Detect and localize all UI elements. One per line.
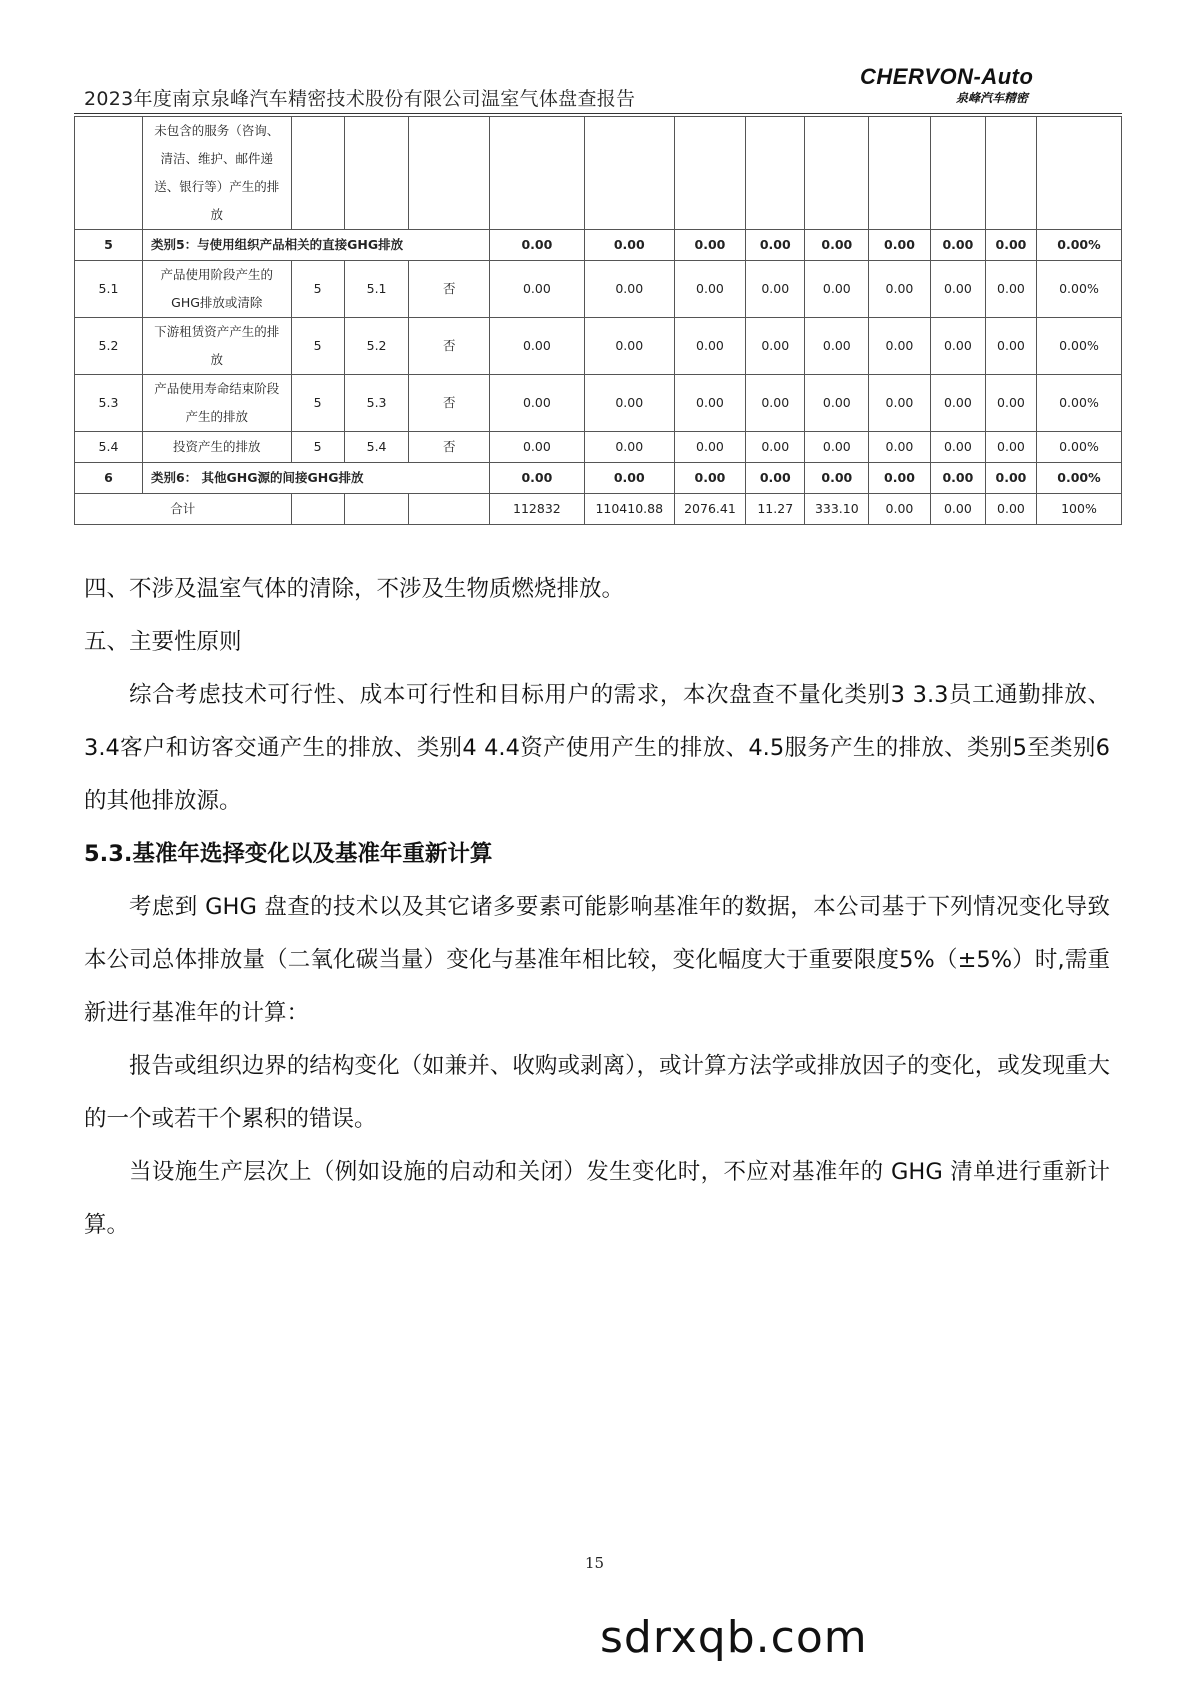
paragraph-structural-changes: 报告或组织边界的结构变化（如兼并、收购或剥离），或计算方法学或排放因子的变化，或发现重大的一个或若干个累积的错误。 xyxy=(84,1053,1110,1132)
table-cell-category: 5 xyxy=(291,318,344,375)
table-cell-category: 5 xyxy=(291,432,344,463)
table-cell-value xyxy=(805,117,869,230)
table-cell-subcategory: 5.2 xyxy=(344,318,409,375)
table-cell-value: 0.00 xyxy=(674,375,745,432)
table-cell-value: 0.00% xyxy=(1036,463,1121,494)
paragraph-materiality: 综合考虑技术可行性、成本可行性和目标用户的需求，本次盘查不量化类别3 3.3员工通勤排放、3.4客户和访客交通产生的排放、类别4 4.4资产使用产生的排放、4.5服务产生的排放、类别5至类别6的其他排放源。 xyxy=(84,682,1110,814)
paragraph-base-year-criteria: 考虑到 GHG 盘查的技术以及其它诸多要素可能影响基准年的数据，本公司基于下列情况变化导致本公司总体排放量（二氧化碳当量）变化与基准年相比较，变化幅度大于重要限度5%（±5%）时,需重新进行基准年的计算： xyxy=(84,894,1110,1026)
table-cell-value: 0.00 xyxy=(930,318,985,375)
table-cell-value: 0.00 xyxy=(746,318,805,375)
table-cell-category xyxy=(291,117,344,230)
table-cell-quantified: 否 xyxy=(409,261,490,318)
table-cell-value: 0.00 xyxy=(490,432,585,463)
table-cell-value: 0.00 xyxy=(869,375,931,432)
table-cell-value: 0.00 xyxy=(584,261,674,318)
table-cell-total-label: 合计 xyxy=(75,494,292,525)
table-cell-value: 0.00 xyxy=(930,432,985,463)
table-cell-value: 0.00 xyxy=(490,230,585,261)
table-cell-quantified xyxy=(409,117,490,230)
table-cell-value: 0.00 xyxy=(746,375,805,432)
table-cell-value: 0.00 xyxy=(985,494,1036,525)
table-cell-value: 0.00 xyxy=(584,318,674,375)
table-cell-value: 0.00 xyxy=(930,230,985,261)
table-cell-value: 0.00 xyxy=(584,463,674,494)
table-cell-id xyxy=(75,117,143,230)
table-cell-value xyxy=(930,117,985,230)
table-cell xyxy=(344,494,409,525)
table-cell-value: 112832 xyxy=(490,494,585,525)
table-cell-value: 0.00% xyxy=(1036,230,1121,261)
table-cell-value: 0.00% xyxy=(1036,318,1121,375)
table-cell-value: 0.00 xyxy=(930,375,985,432)
table-cell-value: 0.00 xyxy=(985,463,1036,494)
table-cell-category-name: 类别5：与使用组织产品相关的直接GHG排放 xyxy=(142,230,489,261)
table-cell-value: 0.00 xyxy=(674,230,745,261)
page-number: 15 xyxy=(585,1554,605,1572)
table-cell-value: 0.00 xyxy=(805,375,869,432)
table-cell-value: 0.00 xyxy=(746,463,805,494)
paragraph-no-removal: 四、不涉及温室气体的清除，不涉及生物质燃烧排放。 xyxy=(84,576,625,602)
table-cell-value: 0.00 xyxy=(674,318,745,375)
logo-text: CHERVON-Auto xyxy=(860,64,1034,89)
company-logo xyxy=(860,64,1060,104)
header-divider xyxy=(74,113,1122,114)
table-cell-name: 未包含的服务（咨询、清洁、维护、邮件递送、银行等）产生的排放 xyxy=(142,117,291,230)
table-cell-value: 0.00 xyxy=(985,432,1036,463)
table-cell-id: 5.4 xyxy=(75,432,143,463)
table-cell-category-name: 类别6： 其他GHG源的间接GHG排放 xyxy=(142,463,489,494)
table-cell-value: 0.00 xyxy=(746,230,805,261)
table-cell-value: 0.00 xyxy=(985,318,1036,375)
table-cell-value: 0.00 xyxy=(869,494,931,525)
table-row xyxy=(75,261,1122,318)
table-cell-value xyxy=(490,117,585,230)
table-cell-value: 0.00 xyxy=(584,432,674,463)
table-cell-value: 0.00 xyxy=(746,261,805,318)
table-cell-value: 0.00 xyxy=(490,261,585,318)
table-cell-value: 0.00 xyxy=(869,261,931,318)
table-cell-value: 0.00 xyxy=(805,230,869,261)
table-cell-value: 0.00 xyxy=(869,432,931,463)
table-cell-name: 下游租赁资产产生的排放 xyxy=(142,318,291,375)
table-cell-id: 5 xyxy=(75,230,143,261)
table-cell-value: 0.00 xyxy=(746,432,805,463)
table-cell xyxy=(409,494,490,525)
table-cell-value xyxy=(746,117,805,230)
report-header-title: 2023年度南京泉峰汽车精密技术股份有限公司温室气体盘查报告 xyxy=(84,88,636,110)
table-cell-name: 产品使用阶段产生的GHG排放或清除 xyxy=(142,261,291,318)
section-heading-base-year: 5.3.基准年选择变化以及基准年重新计算 xyxy=(84,841,493,867)
table-cell-quantified: 否 xyxy=(409,432,490,463)
table-cell-value: 0.00 xyxy=(490,375,585,432)
table-cell-value: 0.00 xyxy=(930,494,985,525)
table-cell-id: 5.2 xyxy=(75,318,143,375)
table-cell-value: 0.00 xyxy=(584,230,674,261)
table-cell-id: 6 xyxy=(75,463,143,494)
table-row xyxy=(75,318,1122,375)
table-cell-value xyxy=(869,117,931,230)
paragraph-no-recalc: 当设施生产层次上（例如设施的启动和关闭）发生变化时，不应对基准年的 GHG 清单进行重新计算。 xyxy=(84,1159,1110,1238)
table-cell-value: 0.00 xyxy=(869,318,931,375)
table-cell-value: 2076.41 xyxy=(674,494,745,525)
table-total-row xyxy=(75,494,1122,525)
table-cell-value xyxy=(1036,117,1121,230)
table-cell-category: 5 xyxy=(291,261,344,318)
table-cell-value: 0.00 xyxy=(985,375,1036,432)
table-cell-value: 0.00 xyxy=(805,261,869,318)
table-row xyxy=(75,375,1122,432)
table-cell-category: 5 xyxy=(291,375,344,432)
table-cell-value: 0.00 xyxy=(869,230,931,261)
watermark: sdrxqb.com xyxy=(600,1612,868,1663)
table-cell-value: 0.00 xyxy=(584,375,674,432)
table-cell-value: 0.00 xyxy=(930,463,985,494)
table-cell-value xyxy=(985,117,1036,230)
table-cell-value: 0.00 xyxy=(674,463,745,494)
table-cell-name: 产品使用寿命结束阶段产生的排放 xyxy=(142,375,291,432)
table-cell-value: 0.00 xyxy=(805,318,869,375)
table-cell-value: 333.10 xyxy=(805,494,869,525)
table-cell-value: 0.00% xyxy=(1036,261,1121,318)
table-cell-value: 0.00 xyxy=(985,230,1036,261)
logo-subtext: 泉峰汽车精密 xyxy=(956,91,1029,105)
table-cell-value: 0.00 xyxy=(490,318,585,375)
table-cell-value: 0.00 xyxy=(930,261,985,318)
table-cell-value: 0.00 xyxy=(985,261,1036,318)
table-cell-value: 0.00% xyxy=(1036,432,1121,463)
table-row xyxy=(75,117,1122,230)
table-cell-value: 0.00 xyxy=(805,463,869,494)
table-cell-id: 5.1 xyxy=(75,261,143,318)
table-category-row xyxy=(75,230,1122,261)
table-cell-value: 0.00 xyxy=(674,432,745,463)
table-cell-quantified: 否 xyxy=(409,318,490,375)
table-cell-quantified: 否 xyxy=(409,375,490,432)
table-cell-value: 0.00 xyxy=(869,463,931,494)
paragraph-materiality-heading: 五、主要性原则 xyxy=(84,629,242,655)
table-cell-value: 0.00 xyxy=(805,432,869,463)
table-cell-name: 投资产生的排放 xyxy=(142,432,291,463)
table-cell-value: 0.00 xyxy=(490,463,585,494)
body-text xyxy=(84,563,1110,1252)
table-cell-subcategory: 5.3 xyxy=(344,375,409,432)
table-cell-value: 0.00% xyxy=(1036,375,1121,432)
table-cell-subcategory xyxy=(344,117,409,230)
table-cell-subcategory: 5.4 xyxy=(344,432,409,463)
table-cell-value: 11.27 xyxy=(746,494,805,525)
table-row xyxy=(75,432,1122,463)
table-cell xyxy=(291,494,344,525)
table-category-row xyxy=(75,463,1122,494)
table-cell-value xyxy=(674,117,745,230)
table-cell-subcategory: 5.1 xyxy=(344,261,409,318)
ghg-emissions-table xyxy=(74,116,1122,525)
table-cell-value: 110410.88 xyxy=(584,494,674,525)
table-cell-id: 5.3 xyxy=(75,375,143,432)
table-cell-value xyxy=(584,117,674,230)
table-cell-value: 100% xyxy=(1036,494,1121,525)
table-cell-value: 0.00 xyxy=(674,261,745,318)
